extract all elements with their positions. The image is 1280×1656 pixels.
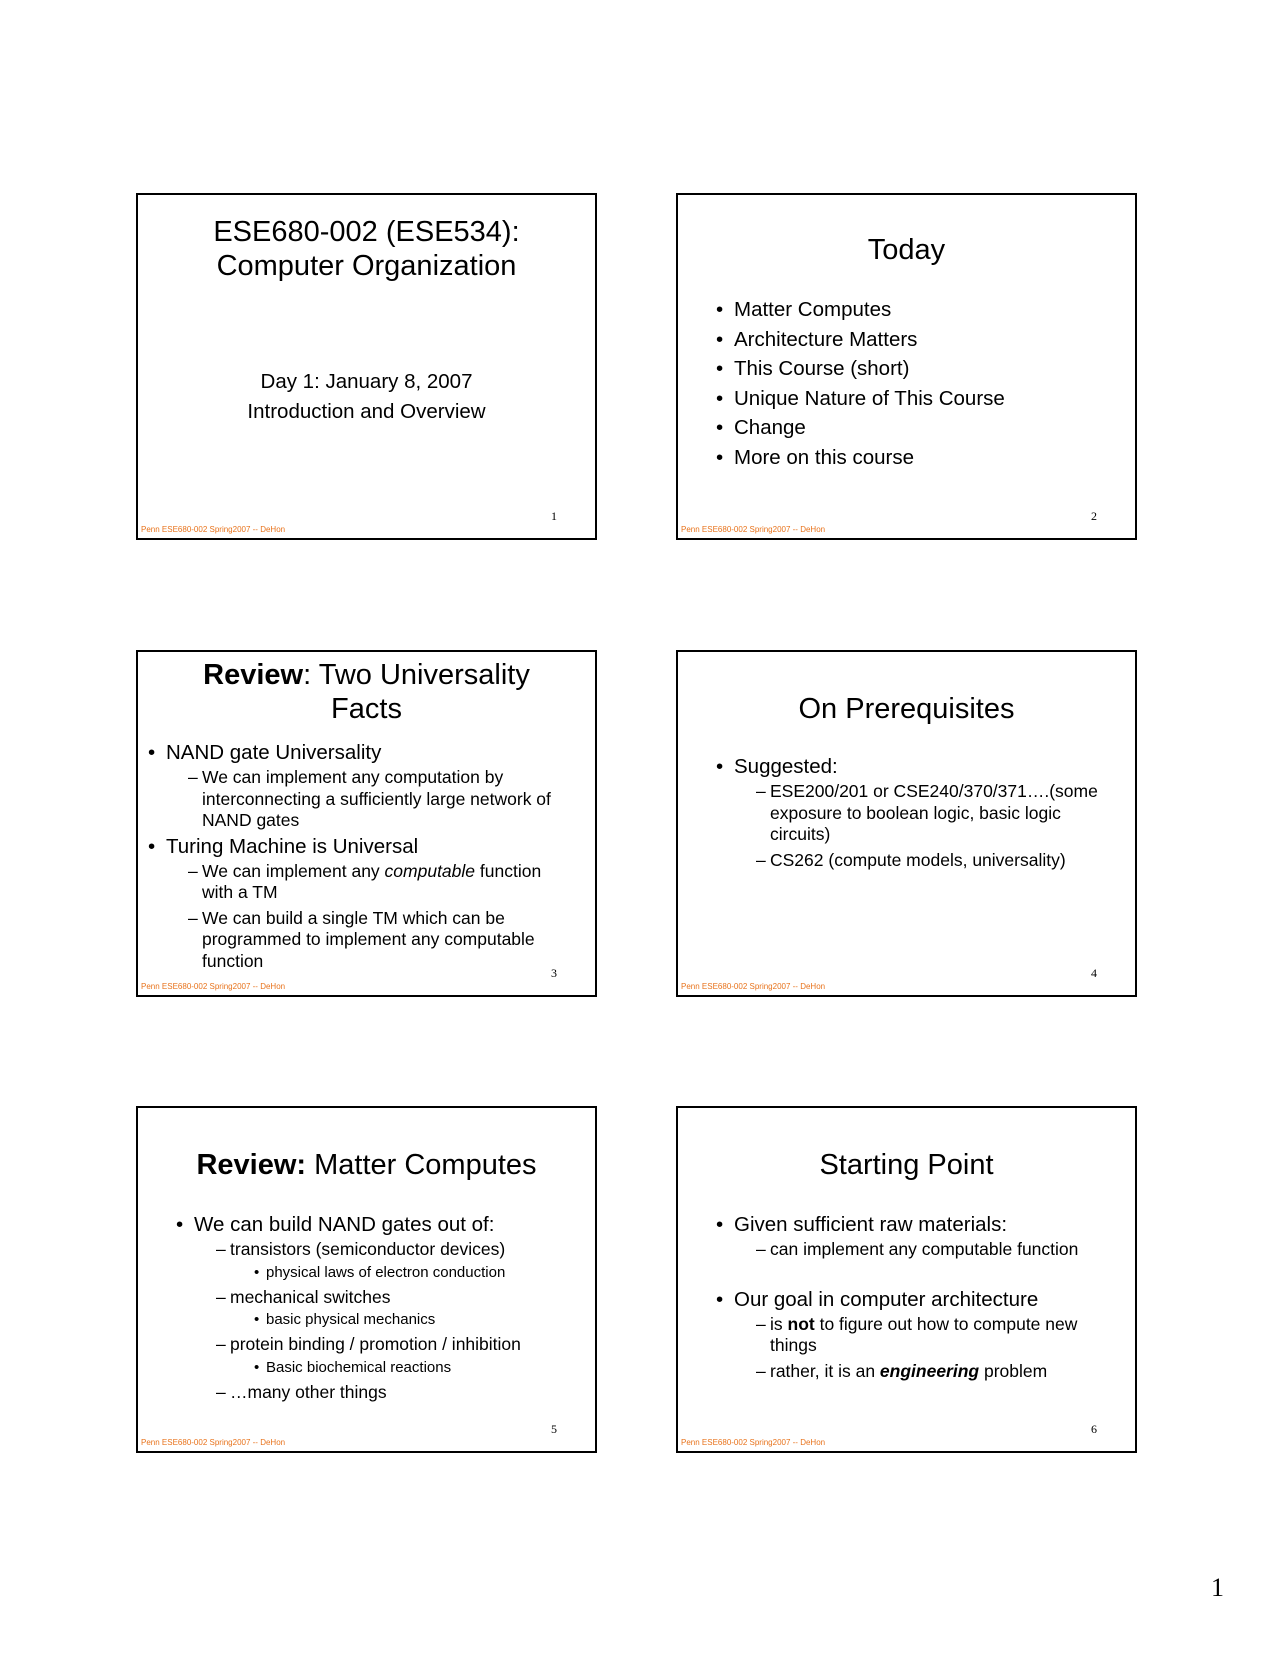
- list-item: [716, 1287, 1099, 1383]
- detail-item: • basic physical mechanics: [254, 1310, 565, 1330]
- sub-list: [734, 781, 1099, 871]
- sub-item: [756, 1314, 1099, 1357]
- slide-title: On Prerequisites: [798, 693, 1015, 725]
- text-part: rather, it is an: [770, 1360, 880, 1381]
- list-item: [716, 754, 1099, 871]
- slide-2: [676, 193, 1137, 540]
- slide-title: [138, 215, 595, 283]
- text-part: function with a TM: [202, 860, 542, 902]
- sub-item: – can implement any computable function: [756, 1239, 1099, 1261]
- sub-list: [734, 1314, 1099, 1383]
- title-bold: Review: [203, 659, 304, 691]
- title-rest: : Two Universality: [303, 659, 530, 691]
- bullet-text: We can build NAND gates out of:: [194, 1213, 495, 1236]
- emphasis: computable: [384, 860, 476, 881]
- slide-title: [138, 658, 595, 726]
- text-part: to figure out how to compute new things: [770, 1313, 1078, 1355]
- bullet-list: [716, 297, 1005, 470]
- sub-list: [166, 861, 577, 973]
- title-rest: Matter Computes: [306, 1149, 537, 1181]
- sub-item: [216, 1287, 565, 1331]
- slide-title: Starting Point: [819, 1149, 994, 1181]
- sub-list: [166, 767, 577, 832]
- sub-item: [188, 861, 577, 904]
- title-line-2: Computer Organization: [216, 250, 517, 282]
- slide-title: [138, 1148, 595, 1182]
- sub-item: – CS262 (compute models, universality): [756, 850, 1099, 872]
- slide-title: Today: [867, 234, 946, 266]
- list-item: • Architecture Matters: [716, 327, 1005, 352]
- sub-text: protein binding / promotion / inhibition: [230, 1334, 521, 1354]
- detail-list: [230, 1263, 565, 1283]
- emphasis: engineering: [879, 1360, 980, 1381]
- bullet-list: [176, 1212, 565, 1405]
- slide-footer: Penn ESE680-002 Spring2007 -- DeHon: [141, 525, 286, 534]
- subtitle-topic: Introduction and Overview: [247, 400, 486, 423]
- detail-list: [230, 1310, 565, 1330]
- slide-footer: Penn ESE680-002 Spring2007 -- DeHon: [681, 1438, 826, 1447]
- list-item: • Unique Nature of This Course: [716, 386, 1005, 411]
- detail-item: • physical laws of electron conduction: [254, 1263, 565, 1283]
- list-item: • Change: [716, 415, 1005, 440]
- bullet-list: [716, 1212, 1099, 1384]
- slide-number: 4: [1091, 966, 1097, 980]
- bullet-text: Our goal in computer architecture: [734, 1287, 1039, 1311]
- slide-number: 5: [551, 1422, 557, 1436]
- text-part: problem: [979, 1360, 1048, 1381]
- slide-footer: Penn ESE680-002 Spring2007 -- DeHon: [141, 1438, 286, 1447]
- list-item: • This Course (short): [716, 356, 1005, 381]
- sub-list: [194, 1239, 565, 1403]
- bullet-text: Given sufficient raw materials:: [734, 1213, 1008, 1236]
- title-line-2: Facts: [331, 693, 402, 725]
- slide-number: 1: [551, 509, 557, 523]
- slide-subtitle: [138, 367, 595, 427]
- sub-item: [216, 1334, 565, 1378]
- slide-6: [676, 1106, 1137, 1453]
- sub-item: – ESE200/201 or CSE240/370/371….(some exposure to boolean logic, basic logic circuits): [756, 781, 1099, 846]
- list-item: • Matter Computes: [716, 297, 1005, 322]
- bullet-text: Suggested:: [734, 755, 838, 778]
- sub-item: – …many other things: [216, 1382, 565, 1404]
- slide-4: [676, 650, 1137, 997]
- slide-number: 2: [1091, 509, 1097, 523]
- detail-item: • Basic biochemical reactions: [254, 1358, 565, 1378]
- sub-item: – We can implement any computation by interconnecting a sufficiently large network of NAND gates: [188, 767, 577, 832]
- list-item: [716, 1212, 1099, 1261]
- slide-number: 3: [551, 966, 557, 980]
- slide-footer: Penn ESE680-002 Spring2007 -- DeHon: [141, 982, 286, 991]
- detail-list: [230, 1358, 565, 1378]
- bullet-list: [148, 740, 577, 974]
- bullet-list: [716, 754, 1099, 873]
- slide-5: [136, 1106, 597, 1453]
- slide-footer: Penn ESE680-002 Spring2007 -- DeHon: [681, 525, 826, 534]
- slide-number: 6: [1091, 1422, 1097, 1436]
- sub-item: [216, 1239, 565, 1283]
- bullet-text: NAND gate Universality: [166, 741, 382, 764]
- list-item: [148, 740, 577, 832]
- text-part: We can implement any: [202, 860, 385, 881]
- slide-1: [136, 193, 597, 540]
- sub-text: mechanical switches: [230, 1286, 391, 1307]
- title-line-1: [138, 658, 595, 692]
- sub-text: transistors (semiconductor devices): [230, 1239, 506, 1259]
- sub-item: [756, 1361, 1099, 1383]
- title-bold: Review:: [196, 1149, 307, 1181]
- sub-item: – We can build a single TM which can be programmed to implement any computable function: [188, 908, 577, 973]
- list-item: [176, 1212, 565, 1403]
- bold-text: not: [787, 1313, 815, 1334]
- title-line-1: ESE680-002 (ESE534):: [213, 216, 520, 248]
- page-number: 1: [1211, 1573, 1224, 1602]
- bullet-text: Turing Machine is Universal: [166, 834, 419, 858]
- text-part: is: [770, 1313, 788, 1334]
- list-item: [148, 834, 577, 973]
- subtitle-date: Day 1: January 8, 2007: [260, 370, 473, 393]
- sub-list: [734, 1239, 1099, 1261]
- slide-3: [136, 650, 597, 997]
- slide-footer: Penn ESE680-002 Spring2007 -- DeHon: [681, 982, 826, 991]
- list-item: • More on this course: [716, 445, 1005, 470]
